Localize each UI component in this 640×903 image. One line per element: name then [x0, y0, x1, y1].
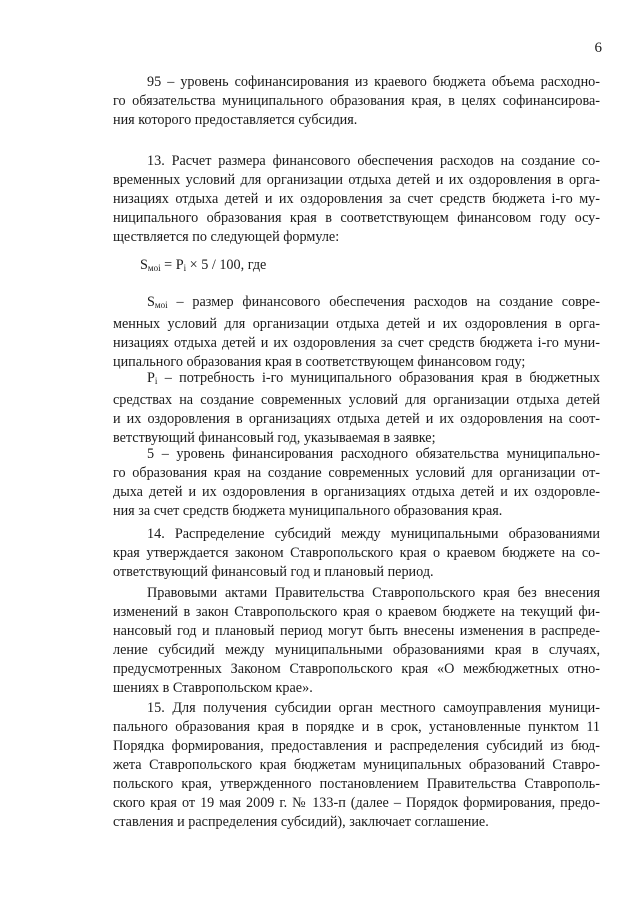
formula: [140, 256, 266, 278]
text-line: ния которого предоставляется субсидия.: [113, 112, 358, 128]
paragraph-14: [113, 525, 600, 582]
definition-text: – потребность i-го муниципального образования края в бюджетных: [157, 370, 600, 386]
text-line: низациях отдыха детей и их оздоровления за счет средств бюджета i-го муни-: [113, 335, 600, 351]
text-line: Правовыми актами Правительства Ставропольского края без внесения: [147, 585, 600, 601]
text-line: ципального образования края в соответствующем финансовом году;: [113, 354, 526, 370]
page-number: 6: [594, 40, 602, 56]
formula-lhs-subscript: моi: [147, 263, 161, 273]
text-line: изменений в закон Ставропольского края о краевом бюджете на текущий фи-: [113, 604, 600, 620]
text-line: [113, 369, 600, 391]
text-line: 95 – уровень софинансирования из краевого бюджета объема расходно-: [147, 74, 600, 90]
text-line: низациях отдыха детей и их оздоровления за счет средств бюджета i-го му-: [113, 191, 600, 207]
definition-symbol-subscript: моi: [154, 300, 168, 310]
text-line: и их оздоровления в организациях отдыха детей и их оздоровления на соот-: [113, 411, 600, 427]
formula-lhs: S: [140, 257, 148, 273]
text-line: 13. Расчет размера финансового обеспечения расходов на создание со-: [147, 153, 600, 169]
text-line: предусмотренных Законом Ставропольского края «О межбюджетных отно-: [113, 661, 600, 677]
definition-symbol: S: [147, 294, 155, 310]
text-line: ществляется по следующей формуле:: [113, 229, 340, 245]
paragraph-14-amendments: [113, 584, 600, 698]
text-line: пального образования края в порядке и в срок, установленные пунктом 11: [113, 719, 600, 735]
text-line: шениях в Ставропольском крае».: [113, 680, 313, 696]
definition-p: [113, 369, 600, 448]
text-line: ния за счет средств бюджета муниципального образования края.: [113, 503, 503, 519]
text-line: ветствующий финансовый год, указываемая в заявке;: [113, 430, 436, 446]
text-line: ставления и распределения субсидий), заключает соглашение.: [113, 814, 489, 830]
paragraph-13: [113, 152, 600, 247]
text-line: ответствующий финансовый год и плановый период.: [113, 564, 434, 580]
text-line: 15. Для получения субсидии орган местного самоуправления муници-: [147, 700, 600, 716]
definition-s: [113, 293, 600, 372]
text-line: нансовый год и плановый период могут быть внесены изменения в распреде-: [113, 623, 600, 639]
definition-symbol-subscript: i: [154, 376, 158, 386]
text-line: 5 – уровень финансирования расходного обязательства муниципально-: [147, 446, 600, 462]
text-line: края утверждается законом Ставропольского края о краевом бюджете на со-: [113, 545, 600, 561]
text-line: ниципального образования края в соответствующем финансовом году осу-: [113, 210, 600, 226]
text-line: ского края от 19 мая 2009 г. № 133-п (далее – Порядок формирования, предо-: [113, 795, 600, 811]
text-line: польского края, утвержденного постановлением Правительства Ставрополь-: [113, 776, 600, 792]
text-line: жета Ставропольского края бюджетам муниципальных образований Ставро-: [113, 757, 600, 773]
text-line: го образования края на создание современных условий для организации от-: [113, 465, 600, 481]
paragraph-15: [113, 699, 600, 832]
formula-rhs: × 5 / 100, где: [186, 257, 267, 273]
text-line: дыха детей и их оздоровления в организациях отдыха детей и их оздоровле-: [113, 484, 600, 500]
text-line: временных условий для организации отдыха детей и их оздоровления в орга-: [113, 172, 600, 188]
definition-symbol: P: [147, 370, 155, 386]
paragraph-95: [113, 73, 600, 130]
formula-p-subscript: i: [183, 263, 187, 273]
text-line: ление субсидий между муниципальными образованиями края в случаях,: [113, 642, 600, 658]
text-line: го обязательства муниципального образования края, в целях софинансирова-: [113, 93, 600, 109]
text-line: [113, 293, 600, 315]
text-line: 14. Распределение субсидий между муниципальными образованиями: [147, 526, 600, 542]
definition-5: [113, 445, 600, 521]
formula-equals: = P: [160, 257, 184, 273]
definition-text: – размер финансового обеспечения расходов на создание совре-: [167, 294, 600, 310]
text-line: менных условий для организации отдыха детей и их оздоровления в орга-: [113, 316, 600, 332]
text-line: Порядка формирования, предоставления и распределения субсидий из бюд-: [113, 738, 600, 754]
text-line: средствах на создание современных условий для организации отдыха детей: [113, 392, 600, 408]
